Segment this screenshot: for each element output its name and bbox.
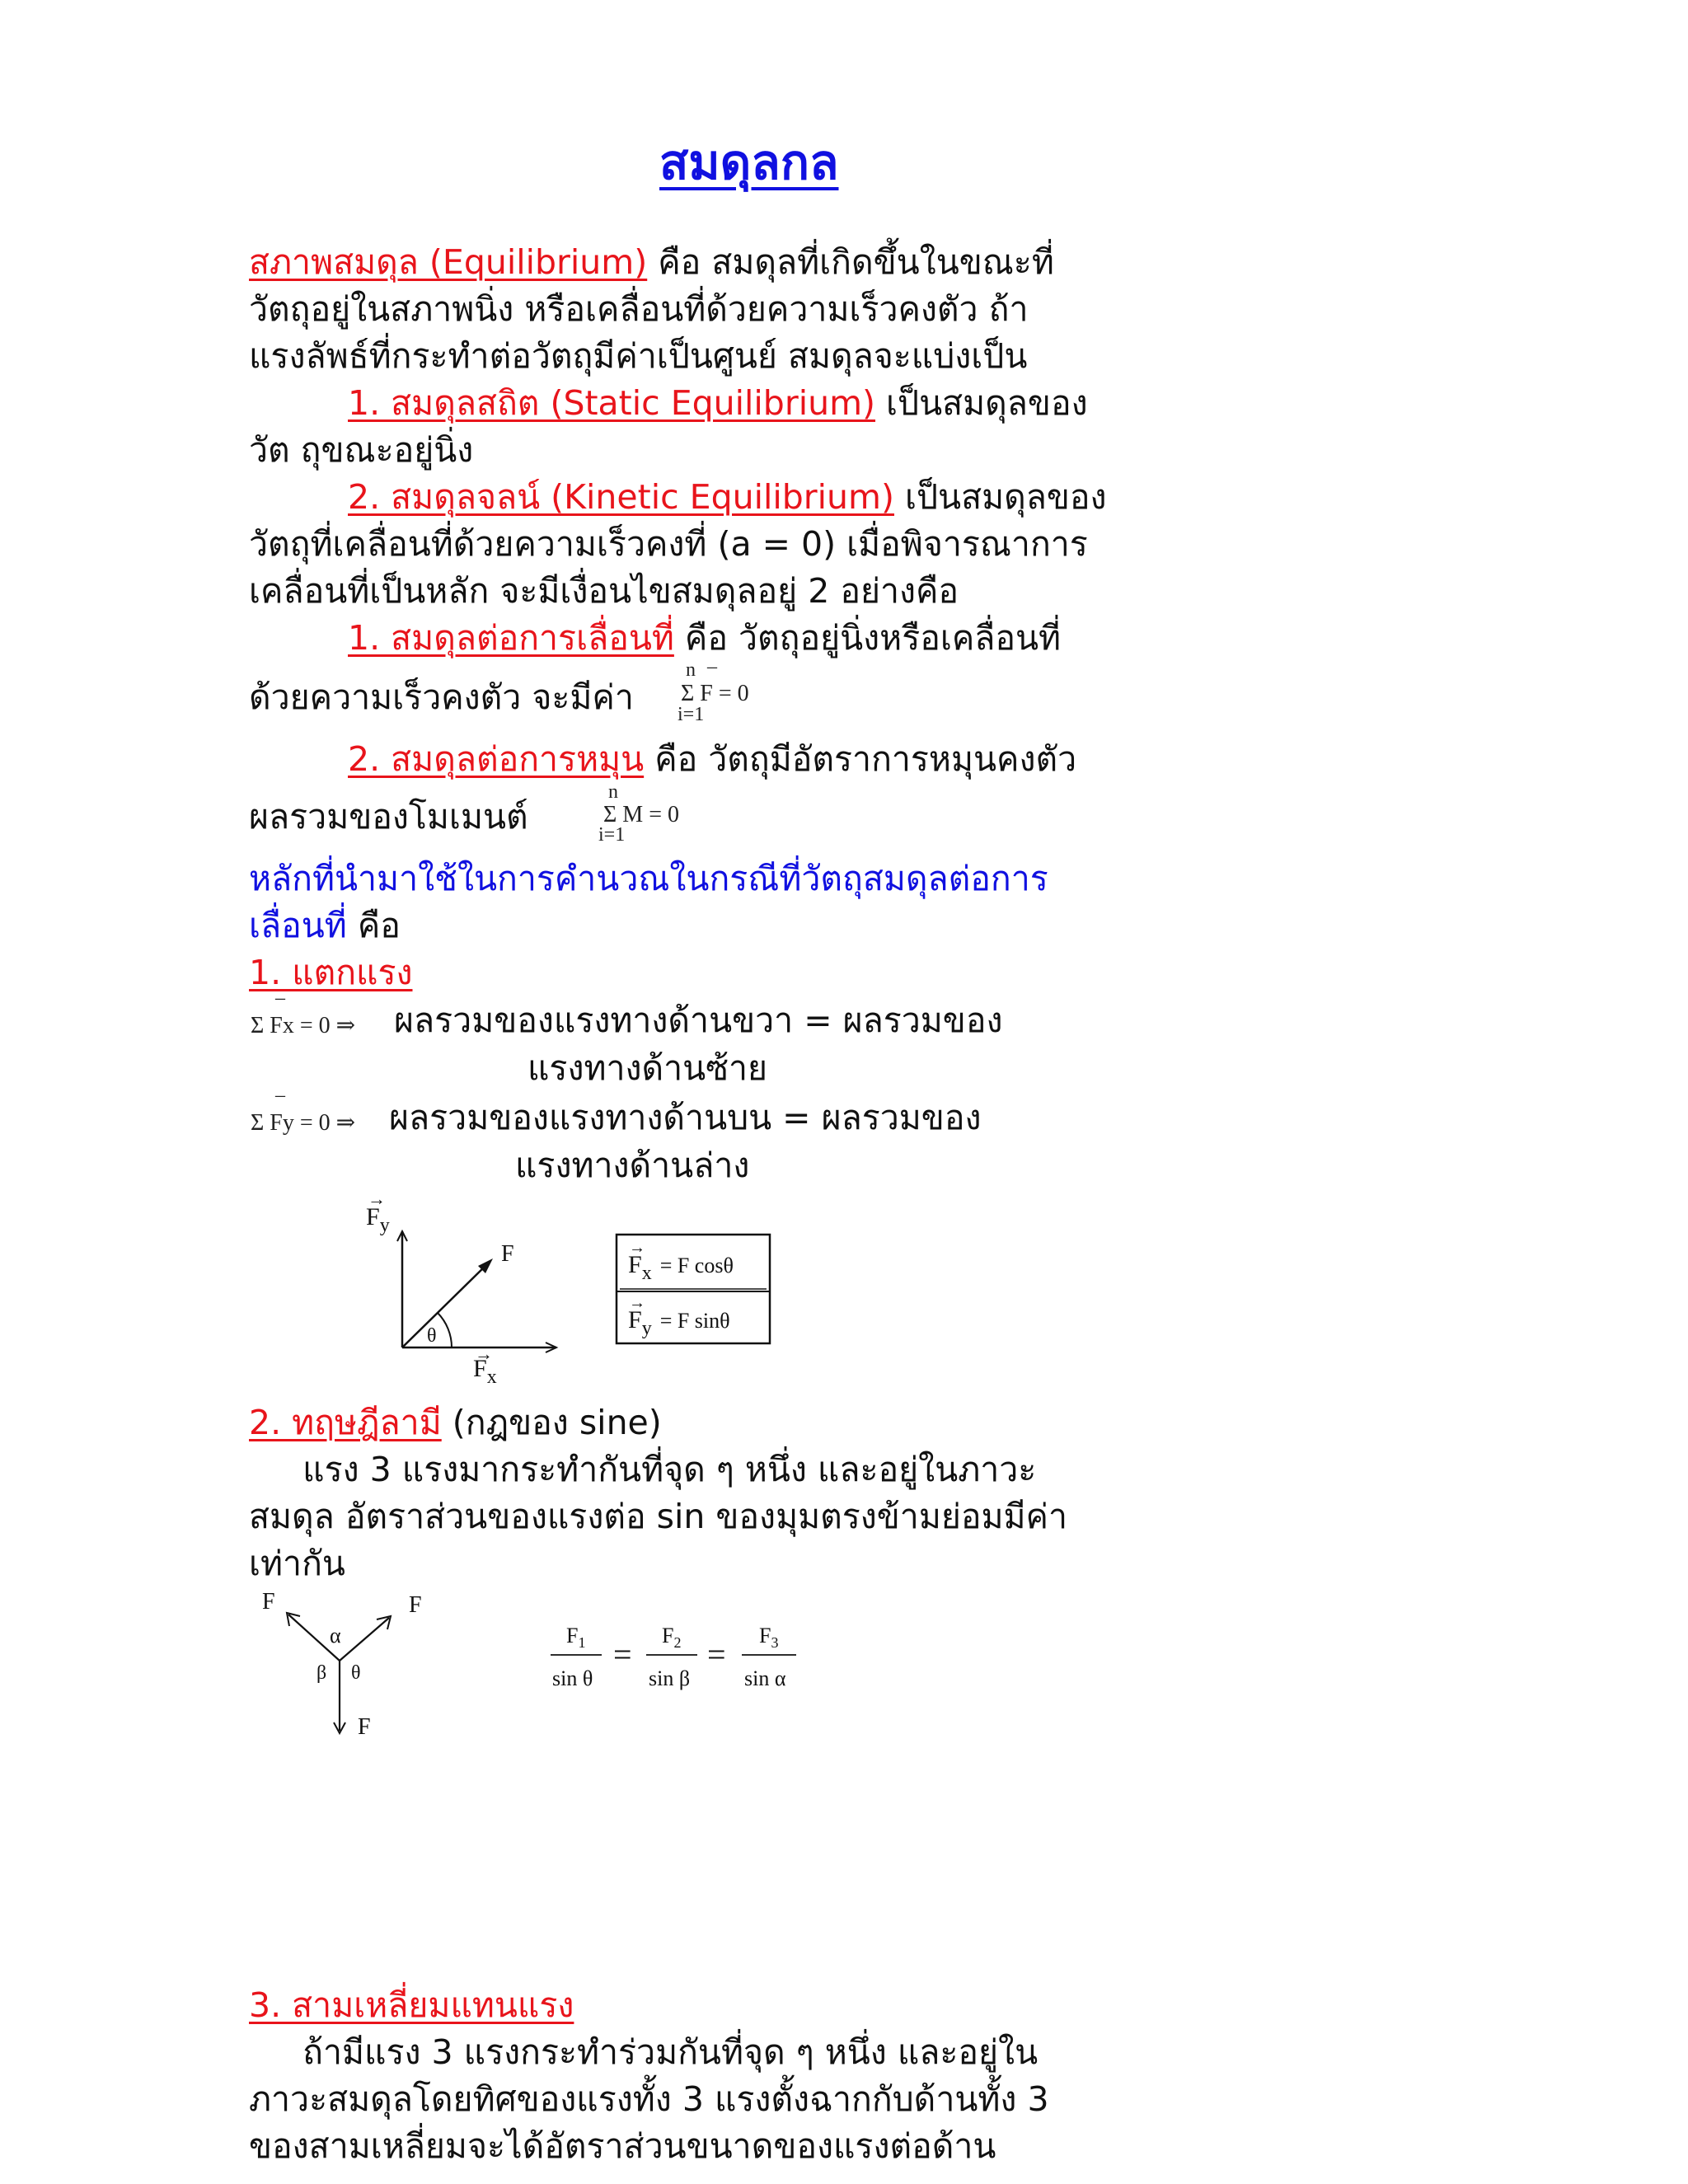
ratio-num-3: $F_3$ <box>759 1624 779 1651</box>
lami-line-3: เท่ากัน <box>249 1544 345 1583</box>
intro-line-2: วัตถุอยู่ในสภาพนิ่ง หรือเคลื่อนที่ด้วยความเร็วคงตัว ถ้า <box>249 289 1029 329</box>
lami-line-1: แรง 3 แรงมากระทำกันที่จุด ๆ หนึ่ง และอยู่ในภาวะ <box>249 1450 1037 1489</box>
sum-f-vector-bar: – <box>707 656 717 677</box>
ratio-den-1: sin θ <box>552 1666 593 1690</box>
intro-line-3: แรงลัพธ์ที่กระทำต่อวัตถุมีค่าเป็นศูนย์ สมดุลจะแบ่งเป็น <box>249 336 1028 376</box>
fx-text-2: แรงทางด้านซ้าย <box>528 1048 768 1088</box>
sum-m-lower-limit: i=1 <box>598 824 626 846</box>
principle-line-1: หลักที่นำมาใช้ในการคำนวณในกรณีที่วัตถุสมดุลต่อการ <box>249 859 1048 898</box>
rotational-term: 2. สมดุลต่อการหมุน <box>348 739 645 779</box>
fx-vector-bar: – <box>275 987 285 1009</box>
principle-blue-word: เลื่อนที่ <box>249 906 347 945</box>
fx-text-1: ผลรวมของแรงทางด้านขวา = ผลรวมของ <box>394 1001 1003 1040</box>
static-eq-term: 1. สมดุลสถิต (Static Equilibrium) <box>348 383 876 423</box>
equals-2: = <box>707 1636 726 1673</box>
equilibrium-term: สภาพสมดุล (Equilibrium) <box>249 242 648 282</box>
sum-m-upper-limit: n <box>608 781 618 803</box>
sum-fx-formula: Σ Fx = 0 ⇒ <box>251 1013 356 1038</box>
sum-f-upper-limit: n <box>686 659 696 681</box>
force-left-label: F <box>262 1589 275 1615</box>
translational-term: 1. สมดุลต่อการเลื่อนที่ <box>348 618 674 658</box>
kinetic-eq-line-3: เคลื่อนที่เป็นหลัก จะมีเงื่อนไขสมดุลอยู่ 2 อย่างคือ <box>249 571 959 611</box>
fy-text-1: ผลรวมของแรงทางด้านบน = ผลรวมของ <box>389 1098 982 1137</box>
principle-line-2 <box>249 902 401 949</box>
sum-f-equation: Σ F = 0 <box>681 681 749 706</box>
static-eq-rest: เป็นสมดุลของ <box>875 383 1088 423</box>
intro-line-1 <box>249 239 1054 286</box>
beta-label: β <box>316 1662 327 1684</box>
box-row2-formula: $F_y = F$ sinθ <box>628 1306 730 1339</box>
sum-fy-formula: Σ Fy = 0 ⇒ <box>251 1110 356 1136</box>
fy-axis-label: $F_y$ <box>366 1203 390 1236</box>
intro-line-1-text: คือ สมดุลที่เกิดขึ้นในขณะที่ <box>647 242 1054 282</box>
principle-rest: คือ <box>346 906 401 945</box>
equals-1: = <box>613 1636 632 1673</box>
force-right-line <box>340 1618 389 1661</box>
fy-vector-bar: – <box>275 1085 285 1106</box>
box-row2-arrow: → <box>629 1294 645 1312</box>
rotational-line-2: ผลรวมของโมเมนต์ <box>249 797 528 837</box>
fx-label-arrow: → <box>475 1343 493 1364</box>
theta-angle-label: θ <box>351 1662 361 1684</box>
lami-heading-term: 2. ทฤษฎีลามี <box>249 1403 442 1442</box>
kinetic-eq-line-1 <box>348 474 1107 521</box>
static-eq-line-2: วัต ถุขณะอยู่นิ่ง <box>249 430 474 470</box>
fy-label-arrow: → <box>368 1195 386 1209</box>
sum-m-equation: Σ M = 0 <box>603 802 679 827</box>
triangle-heading <box>249 1982 574 2029</box>
translational-rest: คือ วัตถุอยู่นิ่งหรือเคลื่อนที่ <box>673 618 1062 658</box>
alpha-label: α <box>330 1624 341 1647</box>
triangle-line-2: ภาวะสมดุลโดยทิศของแรงทั้ง 3 แรงตั้งฉากกับด้านทั้ง 3 <box>249 2079 1049 2119</box>
force-components-diagram <box>354 1195 783 1393</box>
force-vector <box>402 1263 489 1347</box>
ratio-num-1: $F_1$ <box>566 1624 586 1651</box>
box-row1-formula: $F_x = F$ cosθ <box>628 1251 734 1284</box>
theta-label: θ <box>427 1325 437 1347</box>
rotational-line-1 <box>348 736 1076 783</box>
rotational-rest: คือ วัตถุมีอัตราการหมุนคงตัว <box>644 739 1077 779</box>
kinetic-eq-rest: เป็นสมดุลของ <box>893 477 1107 517</box>
triangle-heading-text: 3. สามเหลี่ยมแทนแรง <box>249 1985 574 2025</box>
ratio-den-2: sin β <box>649 1666 691 1690</box>
ratio-num-2: $F_2$ <box>662 1624 682 1651</box>
force-label: F <box>501 1241 514 1267</box>
translational-line-1 <box>348 615 1061 662</box>
force-bottom-label: F <box>358 1714 371 1740</box>
lami-line-2: สมดุล อัตราส่วนของแรงต่อ sin ของมุมตรงข้ามย่อมมีค่า <box>249 1497 1068 1536</box>
kinetic-eq-term: 2. สมดุลจลน์ (Kinetic Equilibrium) <box>348 477 894 517</box>
kinetic-eq-line-2: วัตถุที่เคลื่อนที่ด้วยความเร็วคงที่ (a = 0) เมื่อพิจารณาการ <box>249 524 1088 564</box>
box-row1-arrow: → <box>629 1239 645 1257</box>
translational-line-2: ด้วยความเร็วคงตัว จะมีค่า <box>249 677 634 717</box>
page-title: สมดุลกล <box>659 134 839 190</box>
decompose-heading <box>249 949 413 996</box>
triangle-line-3: ของสามเหลี่ยมจะได้อัตราส่วนขนาดของแรงต่อด้าน <box>249 2126 996 2166</box>
triangle-line-1: ถ้ามีแรง 3 แรงกระทำร่วมกันที่จุด ๆ หนึ่ง และอยู่ใน <box>249 2032 1039 2072</box>
theta-arc <box>438 1313 452 1347</box>
lami-heading-rest: (กฎของ sine) <box>441 1403 662 1442</box>
ratio-den-3: sin α <box>744 1666 786 1690</box>
sum-f-lower-limit: i=1 <box>678 704 705 725</box>
fx-axis-label: $F_x$ <box>473 1355 497 1388</box>
force-right-label: F <box>409 1592 422 1618</box>
lami-diagram <box>247 1578 841 1751</box>
static-eq-line-1 <box>348 380 1088 427</box>
decompose-heading-text: 1. แตกแรง <box>249 953 413 992</box>
lami-heading <box>249 1399 662 1446</box>
fy-text-2: แรงทางด้านล่าง <box>515 1146 750 1185</box>
